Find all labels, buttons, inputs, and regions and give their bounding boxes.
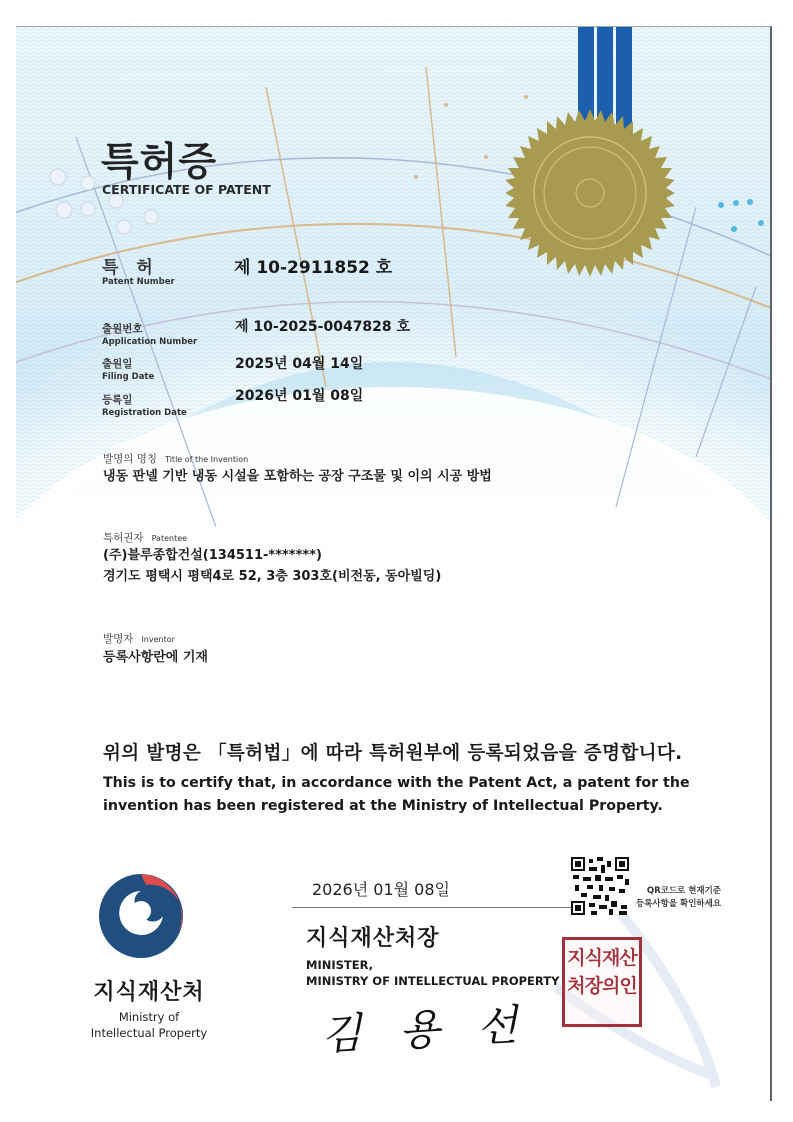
application-number-label: 출원번호 <box>102 323 143 335</box>
patent-number-value: 제 10-2911852 호 <box>234 258 393 278</box>
seal-line2: 처장의인 <box>567 975 637 997</box>
patent-number-label-en: Patent Number <box>102 277 175 287</box>
ministry-en-line1: Ministry of <box>118 1010 180 1024</box>
ministry-name-en <box>74 1009 224 1041</box>
minister-signature: 김 용 선 <box>319 999 531 1060</box>
minister-en-line2: MINISTRY OF INTELLECTUAL PROPERTY <box>306 974 560 988</box>
certification-statement-en <box>103 772 690 818</box>
registration-date-value: 2026년 01월 08일 <box>235 388 364 404</box>
invention-title-label-en: Title of the Invention <box>165 455 249 464</box>
patentee-address: 경기도 평택시 평택4로 52, 3층 303호(비전동, 동아빌딩) <box>103 569 442 584</box>
certificate-subtitle: CERTIFICATE OF PATENT <box>102 182 271 197</box>
issue-date: 2026년 01월 08일 <box>312 880 450 899</box>
patentee-label <box>103 530 187 545</box>
ministry-en-line2: Intellectual Property <box>90 1026 208 1040</box>
application-number-label-en: Application Number <box>102 337 198 347</box>
filing-date-value: 2025년 04월 14일 <box>235 356 364 372</box>
official-red-seal <box>562 937 642 1027</box>
inventor-value: 등록사항란에 기재 <box>103 650 208 665</box>
certification-en-line2: invention has been registered at the Ministry of Intellectual Property. <box>103 798 663 814</box>
patentee-label-en: Patentee <box>151 534 188 543</box>
registration-date-label-en: Registration Date <box>102 408 187 418</box>
application-number-value: 제 10-2025-0047828 호 <box>235 319 411 335</box>
ministry-name-ko: 지식재산처 <box>93 980 205 1005</box>
invention-title-label <box>103 451 248 466</box>
divider <box>292 907 592 908</box>
registration-date-label: 등록일 <box>102 394 133 406</box>
minister-title-en <box>306 957 559 989</box>
certification-en-line1: This is to certify that, in accordance with the Patent Act, a patent for the <box>103 775 690 791</box>
inventor-label-en: Inventor <box>141 635 175 644</box>
patentee-name: (주)블루종합건설(134511-*******) <box>103 548 322 563</box>
qr-note-line2: 등록사항을 확인하세요 <box>636 899 722 909</box>
patent-certificate <box>16 26 772 1101</box>
qr-note-line1: QR코드로 현재기준 <box>646 886 722 896</box>
invention-title-value: 냉동 판넬 기반 냉동 시설을 포함하는 공장 구조물 및 이의 시공 방법 <box>103 469 492 484</box>
ministry-logo-icon <box>86 861 196 971</box>
inventor-label-ko: 발명자 <box>103 633 134 645</box>
minister-en-line1: MINISTER, <box>306 958 374 972</box>
qr-code-icon[interactable] <box>571 857 629 915</box>
certificate-title: 특허증 <box>101 140 218 185</box>
patentee-label-ko: 특허권자 <box>103 532 144 544</box>
minister-title-ko: 지식재산처장 <box>306 926 440 951</box>
filing-date-label: 출원일 <box>102 358 133 370</box>
inventor-label <box>103 631 175 646</box>
gold-seal-icon <box>506 109 674 277</box>
filing-date-label-en: Filing Date <box>102 372 155 382</box>
invention-title-label-ko: 발명의 명칭 <box>103 453 158 465</box>
qr-instruction <box>636 885 721 911</box>
patent-number-label: 특 허 <box>102 258 159 278</box>
certification-statement-ko: 위의 발명은 「특허법」에 따라 특허원부에 등록되었음을 증명합니다. <box>103 743 683 764</box>
seal-line1: 지식재산 <box>567 947 637 969</box>
